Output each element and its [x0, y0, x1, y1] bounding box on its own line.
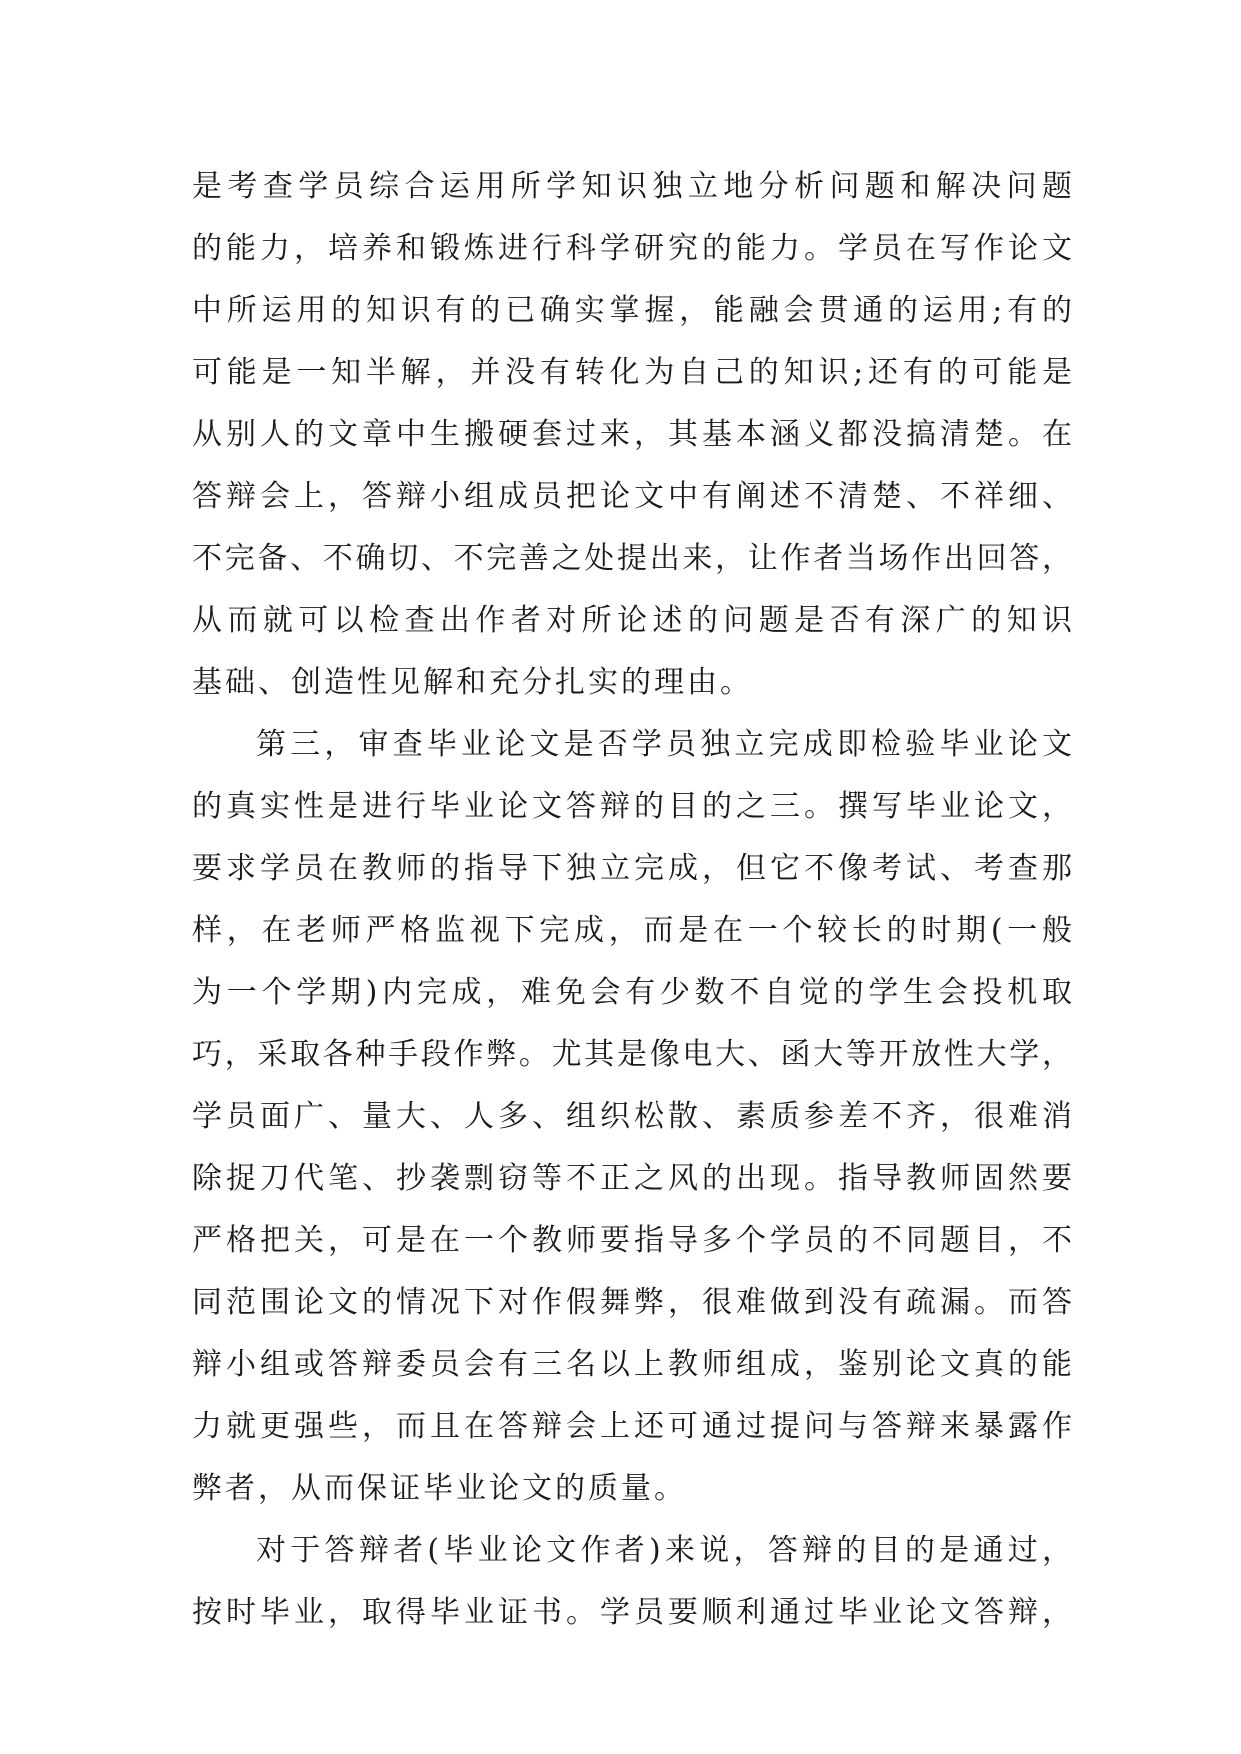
- text-line: 为一个学期)内完成，难免会有少数不自觉的学生会投机取: [192, 975, 1072, 1010]
- text-line: 辩小组或答辩委员会有三名以上教师组成，鉴别论文真的能: [192, 1347, 1072, 1382]
- text-line: 对于答辩者(毕业论文作者)来说，答辩的目的是通过，: [256, 1533, 1072, 1568]
- text-line: 样，在老师严格监视下完成，而是在一个较长的时期(一般: [192, 913, 1072, 948]
- text-line: 基础、创造性见解和充分扎实的理由。: [192, 665, 753, 700]
- text-line: 第三，审查毕业论文是否学员独立完成即检验毕业论文: [256, 727, 1072, 762]
- body-text: [192, 156, 1072, 1644]
- text-line: 可能是一知半解，并没有转化为自己的知识;还有的可能是: [192, 355, 1072, 390]
- text-line: 除捉刀代笔、抄袭剽窃等不正之风的出现。指导教师固然要: [192, 1161, 1072, 1196]
- text-line: 从别人的文章中生搬硬套过来，其基本涵义都没搞清楚。在: [192, 417, 1072, 452]
- paragraph-3: [192, 1520, 1072, 1644]
- text-line: 的真实性是进行毕业论文答辩的目的之三。撰写毕业论文，: [192, 789, 1072, 824]
- paragraph-2: [192, 714, 1072, 1520]
- text-line: 不完备、不确切、不完善之处提出来，让作者当场作出回答，: [192, 541, 1072, 576]
- text-line: 巧，采取各种手段作弊。尤其是像电大、函大等开放性大学，: [192, 1037, 1072, 1072]
- text-line: 学员面广、量大、人多、组织松散、素质参差不齐，很难消: [192, 1099, 1072, 1134]
- text-line: 从而就可以检查出作者对所论述的问题是否有深广的知识: [192, 603, 1072, 638]
- text-line: 中所运用的知识有的已确实掌握，能融会贯通的运用;有的: [192, 293, 1072, 328]
- text-line: 同范围论文的情况下对作假舞弊，很难做到没有疏漏。而答: [192, 1285, 1072, 1320]
- text-line: 是考查学员综合运用所学知识独立地分析问题和解决问题: [192, 169, 1072, 204]
- text-line: 要求学员在教师的指导下独立完成，但它不像考试、考查那: [192, 851, 1072, 886]
- text-line: 严格把关，可是在一个教师要指导多个学员的不同题目，不: [192, 1223, 1072, 1258]
- text-line: 按时毕业，取得毕业证书。学员要顺利通过毕业论文答辩，: [192, 1595, 1072, 1630]
- text-line: 答辩会上，答辩小组成员把论文中有阐述不清楚、不祥细、: [192, 479, 1072, 514]
- text-line: 弊者，从而保证毕业论文的质量。: [192, 1471, 687, 1506]
- paragraph-1: [192, 156, 1072, 714]
- text-line: 力就更强些，而且在答辩会上还可通过提问与答辩来暴露作: [192, 1409, 1072, 1444]
- text-line: 的能力，培养和锻炼进行科学研究的能力。学员在写作论文: [192, 231, 1072, 266]
